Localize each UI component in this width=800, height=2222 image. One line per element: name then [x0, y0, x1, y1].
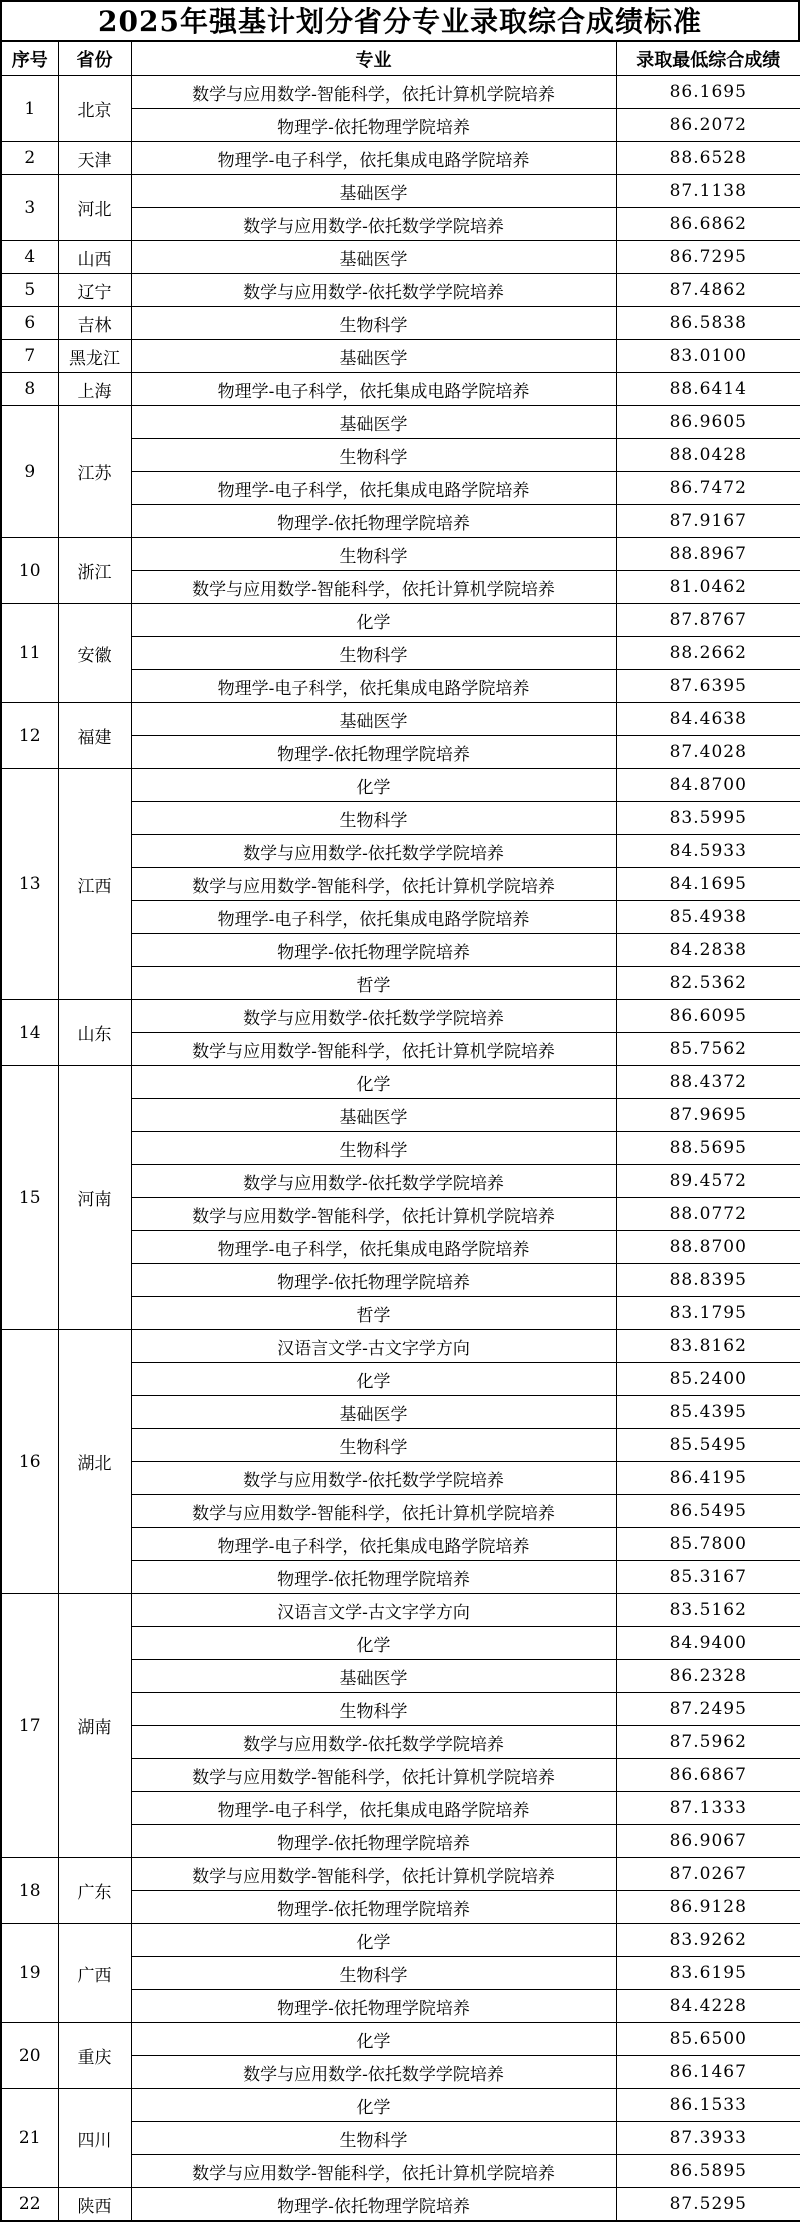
- score-cell: 83.0100: [616, 340, 800, 373]
- major-cell: 化学: [131, 1066, 616, 1099]
- major-cell: 物理学-依托物理学院培养: [131, 1990, 616, 2023]
- province-cell: 上海: [58, 373, 131, 406]
- major-cell: 数学与应用数学-智能科学，依托计算机学院培养: [131, 1033, 616, 1066]
- seq-cell: 2: [1, 142, 58, 175]
- score-cell: 86.1533: [616, 2089, 800, 2122]
- table-row: [1, 76, 800, 109]
- score-cell: 87.5962: [616, 1726, 800, 1759]
- province-cell: 江苏: [58, 406, 131, 538]
- major-cell: 数学与应用数学-智能科学，依托计算机学院培养: [131, 1198, 616, 1231]
- score-table: [0, 40, 800, 2222]
- score-cell: 87.3933: [616, 2122, 800, 2155]
- score-cell: 87.1138: [616, 175, 800, 208]
- major-cell: 基础医学: [131, 406, 616, 439]
- score-cell: 85.7562: [616, 1033, 800, 1066]
- score-cell: 87.1333: [616, 1792, 800, 1825]
- major-cell: 物理学-依托物理学院培养: [131, 505, 616, 538]
- table-row: [1, 538, 800, 571]
- score-cell: 83.9262: [616, 1924, 800, 1957]
- score-cell: 89.4572: [616, 1165, 800, 1198]
- table-row: [1, 307, 800, 340]
- score-cell: 83.1795: [616, 1297, 800, 1330]
- score-cell: 85.7800: [616, 1528, 800, 1561]
- score-cell: 88.4372: [616, 1066, 800, 1099]
- score-cell: 85.2400: [616, 1363, 800, 1396]
- score-cell: 87.5295: [616, 2188, 800, 2222]
- score-cell: 88.0428: [616, 439, 800, 472]
- score-cell: 86.9128: [616, 1891, 800, 1924]
- seq-cell: 12: [1, 703, 58, 769]
- province-cell: 广东: [58, 1858, 131, 1924]
- score-cell: 88.5695: [616, 1132, 800, 1165]
- major-cell: 基础医学: [131, 1099, 616, 1132]
- score-cell: 86.6867: [616, 1759, 800, 1792]
- score-cell: 84.9400: [616, 1627, 800, 1660]
- score-cell: 87.9695: [616, 1099, 800, 1132]
- province-cell: 河南: [58, 1066, 131, 1330]
- seq-cell: 19: [1, 1924, 58, 2023]
- province-cell: 湖南: [58, 1594, 131, 1858]
- major-cell: 生物科学: [131, 637, 616, 670]
- score-cell: 86.2072: [616, 109, 800, 142]
- major-cell: 生物科学: [131, 802, 616, 835]
- major-cell: 哲学: [131, 1297, 616, 1330]
- major-cell: 基础医学: [131, 241, 616, 274]
- province-cell: 北京: [58, 76, 131, 142]
- table-row: [1, 1858, 800, 1891]
- major-cell: 数学与应用数学-智能科学，依托计算机学院培养: [131, 1495, 616, 1528]
- major-cell: 物理学-依托物理学院培养: [131, 2188, 616, 2222]
- major-cell: 物理学-电子科学，依托集成电路学院培养: [131, 1528, 616, 1561]
- major-cell: 数学与应用数学-依托数学学院培养: [131, 274, 616, 307]
- major-cell: 生物科学: [131, 1429, 616, 1462]
- seq-cell: 22: [1, 2188, 58, 2222]
- table-body: [1, 76, 800, 2222]
- major-cell: 物理学-依托物理学院培养: [131, 934, 616, 967]
- score-cell: 88.0772: [616, 1198, 800, 1231]
- table-row: [1, 142, 800, 175]
- score-cell: 86.6095: [616, 1000, 800, 1033]
- major-cell: 化学: [131, 1363, 616, 1396]
- province-cell: 黑龙江: [58, 340, 131, 373]
- province-cell: 湖北: [58, 1330, 131, 1594]
- score-cell: 87.2495: [616, 1693, 800, 1726]
- seq-cell: 21: [1, 2089, 58, 2188]
- header-major: 专业: [131, 41, 616, 76]
- score-cell: 88.6414: [616, 373, 800, 406]
- seq-cell: 18: [1, 1858, 58, 1924]
- table-row: [1, 340, 800, 373]
- score-cell: 83.8162: [616, 1330, 800, 1363]
- score-cell: 86.6862: [616, 208, 800, 241]
- header-score: 录取最低综合成绩: [616, 41, 800, 76]
- major-cell: 生物科学: [131, 538, 616, 571]
- major-cell: 数学与应用数学-智能科学，依托计算机学院培养: [131, 76, 616, 109]
- major-cell: 物理学-电子科学，依托集成电路学院培养: [131, 472, 616, 505]
- major-cell: 生物科学: [131, 1693, 616, 1726]
- major-cell: 物理学-依托物理学院培养: [131, 1264, 616, 1297]
- major-cell: 化学: [131, 1924, 616, 1957]
- score-cell: 85.6500: [616, 2023, 800, 2056]
- major-cell: 化学: [131, 2023, 616, 2056]
- seq-cell: 14: [1, 1000, 58, 1066]
- major-cell: 化学: [131, 2089, 616, 2122]
- header-seq: 序号: [1, 41, 58, 76]
- seq-cell: 13: [1, 769, 58, 1000]
- score-cell: 88.8700: [616, 1231, 800, 1264]
- table-row: [1, 1066, 800, 1099]
- table-row: [1, 769, 800, 802]
- score-cell: 86.1467: [616, 2056, 800, 2089]
- table-row: [1, 373, 800, 406]
- seq-cell: 5: [1, 274, 58, 307]
- major-cell: 物理学-电子科学，依托集成电路学院培养: [131, 1231, 616, 1264]
- score-cell: 86.4195: [616, 1462, 800, 1495]
- major-cell: 数学与应用数学-依托数学学院培养: [131, 1462, 616, 1495]
- score-cell: 82.5362: [616, 967, 800, 1000]
- major-cell: 数学与应用数学-智能科学，依托计算机学院培养: [131, 571, 616, 604]
- seq-cell: 9: [1, 406, 58, 538]
- table-header-row: [1, 41, 800, 76]
- score-cell: 86.1695: [616, 76, 800, 109]
- major-cell: 汉语言文学-古文字学方向: [131, 1594, 616, 1627]
- table-row: [1, 406, 800, 439]
- score-cell: 87.4862: [616, 274, 800, 307]
- major-cell: 物理学-依托物理学院培养: [131, 1891, 616, 1924]
- score-cell: 84.8700: [616, 769, 800, 802]
- major-cell: 基础医学: [131, 1396, 616, 1429]
- score-cell: 87.0267: [616, 1858, 800, 1891]
- score-cell: 85.4395: [616, 1396, 800, 1429]
- score-cell: 84.5933: [616, 835, 800, 868]
- major-cell: 化学: [131, 769, 616, 802]
- seq-cell: 1: [1, 76, 58, 142]
- table-row: [1, 1330, 800, 1363]
- major-cell: 数学与应用数学-依托数学学院培养: [131, 1726, 616, 1759]
- province-cell: 山东: [58, 1000, 131, 1066]
- seq-cell: 6: [1, 307, 58, 340]
- score-cell: 86.5838: [616, 307, 800, 340]
- major-cell: 基础医学: [131, 340, 616, 373]
- seq-cell: 15: [1, 1066, 58, 1330]
- seq-cell: 4: [1, 241, 58, 274]
- table-row: [1, 274, 800, 307]
- score-cell: 86.7295: [616, 241, 800, 274]
- table-row: [1, 2023, 800, 2056]
- score-cell: 84.2838: [616, 934, 800, 967]
- province-cell: 陕西: [58, 2188, 131, 2222]
- major-cell: 基础医学: [131, 703, 616, 736]
- major-cell: 哲学: [131, 967, 616, 1000]
- score-cell: 87.4028: [616, 736, 800, 769]
- major-cell: 物理学-电子科学，依托集成电路学院培养: [131, 142, 616, 175]
- major-cell: 数学与应用数学-智能科学，依托计算机学院培养: [131, 868, 616, 901]
- province-cell: 山西: [58, 241, 131, 274]
- seq-cell: 8: [1, 373, 58, 406]
- score-cell: 85.5495: [616, 1429, 800, 1462]
- province-cell: 河北: [58, 175, 131, 241]
- score-cell: 86.7472: [616, 472, 800, 505]
- score-cell: 86.9067: [616, 1825, 800, 1858]
- score-cell: 88.2662: [616, 637, 800, 670]
- score-cell: 84.4638: [616, 703, 800, 736]
- seq-cell: 20: [1, 2023, 58, 2089]
- major-cell: 生物科学: [131, 1132, 616, 1165]
- score-cell: 84.1695: [616, 868, 800, 901]
- table-row: [1, 2089, 800, 2122]
- score-cell: 88.8967: [616, 538, 800, 571]
- province-cell: 吉林: [58, 307, 131, 340]
- table-row: [1, 703, 800, 736]
- province-cell: 天津: [58, 142, 131, 175]
- seq-cell: 16: [1, 1330, 58, 1594]
- score-cell: 85.3167: [616, 1561, 800, 1594]
- seq-cell: 11: [1, 604, 58, 703]
- major-cell: 数学与应用数学-依托数学学院培养: [131, 208, 616, 241]
- province-cell: 福建: [58, 703, 131, 769]
- score-cell: 83.5162: [616, 1594, 800, 1627]
- major-cell: 物理学-依托物理学院培养: [131, 109, 616, 142]
- score-cell: 85.4938: [616, 901, 800, 934]
- major-cell: 数学与应用数学-智能科学，依托计算机学院培养: [131, 1858, 616, 1891]
- score-cell: 83.6195: [616, 1957, 800, 1990]
- score-cell: 87.8767: [616, 604, 800, 637]
- major-cell: 数学与应用数学-依托数学学院培养: [131, 835, 616, 868]
- score-cell: 83.5995: [616, 802, 800, 835]
- major-cell: 基础医学: [131, 1660, 616, 1693]
- province-cell: 重庆: [58, 2023, 131, 2089]
- major-cell: 化学: [131, 1627, 616, 1660]
- score-cell: 86.5895: [616, 2155, 800, 2188]
- province-cell: 安徽: [58, 604, 131, 703]
- major-cell: 物理学-依托物理学院培养: [131, 736, 616, 769]
- major-cell: 生物科学: [131, 439, 616, 472]
- major-cell: 物理学-电子科学，依托集成电路学院培养: [131, 670, 616, 703]
- score-cell: 86.9605: [616, 406, 800, 439]
- province-cell: 辽宁: [58, 274, 131, 307]
- table-row: [1, 604, 800, 637]
- major-cell: 物理学-电子科学，依托集成电路学院培养: [131, 901, 616, 934]
- score-cell: 84.4228: [616, 1990, 800, 2023]
- major-cell: 汉语言文学-古文字学方向: [131, 1330, 616, 1363]
- score-cell: 87.6395: [616, 670, 800, 703]
- table-row: [1, 241, 800, 274]
- major-cell: 物理学-依托物理学院培养: [131, 1561, 616, 1594]
- major-cell: 生物科学: [131, 307, 616, 340]
- province-cell: 四川: [58, 2089, 131, 2188]
- score-cell: 88.8395: [616, 1264, 800, 1297]
- major-cell: 生物科学: [131, 1957, 616, 1990]
- score-cell: 88.6528: [616, 142, 800, 175]
- page-title: 2025年强基计划分省分专业录取综合成绩标准: [0, 0, 800, 40]
- seq-cell: 3: [1, 175, 58, 241]
- major-cell: 化学: [131, 604, 616, 637]
- major-cell: 物理学-电子科学，依托集成电路学院培养: [131, 373, 616, 406]
- province-cell: 广西: [58, 1924, 131, 2023]
- major-cell: 物理学-电子科学，依托集成电路学院培养: [131, 1792, 616, 1825]
- major-cell: 数学与应用数学-依托数学学院培养: [131, 2056, 616, 2089]
- table-row: [1, 175, 800, 208]
- seq-cell: 7: [1, 340, 58, 373]
- score-cell: 86.5495: [616, 1495, 800, 1528]
- major-cell: 数学与应用数学-智能科学，依托计算机学院培养: [131, 2155, 616, 2188]
- seq-cell: 17: [1, 1594, 58, 1858]
- score-cell: 86.2328: [616, 1660, 800, 1693]
- header-province: 省份: [58, 41, 131, 76]
- major-cell: 物理学-依托物理学院培养: [131, 1825, 616, 1858]
- major-cell: 基础医学: [131, 175, 616, 208]
- score-cell: 87.9167: [616, 505, 800, 538]
- province-cell: 江西: [58, 769, 131, 1000]
- major-cell: 数学与应用数学-依托数学学院培养: [131, 1000, 616, 1033]
- province-cell: 浙江: [58, 538, 131, 604]
- table-row: [1, 1594, 800, 1627]
- major-cell: 生物科学: [131, 2122, 616, 2155]
- table-row: [1, 1924, 800, 1957]
- score-cell: 81.0462: [616, 571, 800, 604]
- major-cell: 数学与应用数学-智能科学，依托计算机学院培养: [131, 1759, 616, 1792]
- seq-cell: 10: [1, 538, 58, 604]
- table-row: [1, 1000, 800, 1033]
- major-cell: 数学与应用数学-依托数学学院培养: [131, 1165, 616, 1198]
